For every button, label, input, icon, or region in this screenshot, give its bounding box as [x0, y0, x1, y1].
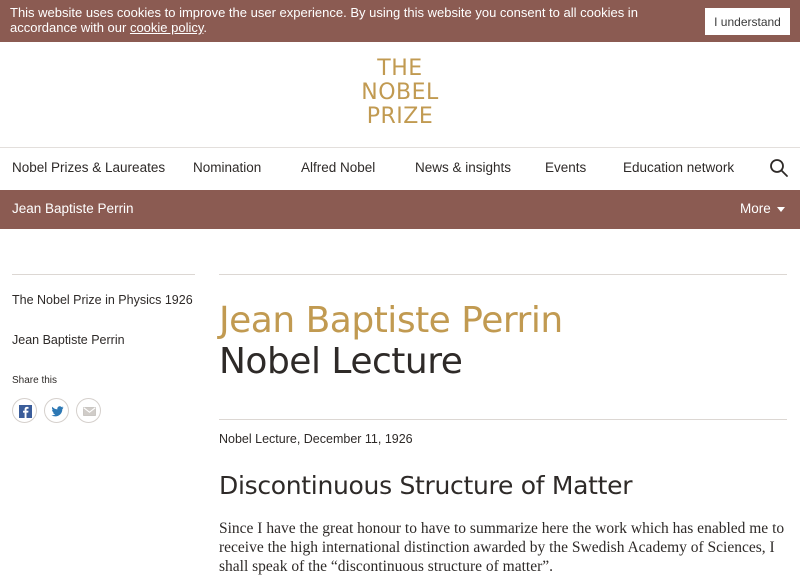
cookie-accept-button[interactable]: I understand [705, 8, 790, 35]
share-label: Share this [12, 375, 58, 386]
laureate-subnav [0, 190, 800, 229]
email-icon [83, 405, 96, 418]
search-icon[interactable] [769, 158, 789, 178]
lecture-date: Nobel Lecture, December 11, 1926 [219, 432, 413, 446]
nav-item-events[interactable]: Events [545, 160, 587, 175]
logo-line-1: THE [377, 56, 423, 81]
cookie-banner [0, 0, 800, 42]
article-body: Since I have the great honour to have to summarize here the work which has enabled me to receive the high international distinction awarded by the Swedish Academy of Sciences, I shall speak of the “discontinuous structure of matter”. [219, 520, 785, 575]
content-divider-mid [219, 419, 787, 420]
share-twitter-button[interactable] [44, 398, 69, 423]
page-title: Nobel Lecture [219, 341, 463, 382]
share-facebook-button[interactable] [12, 398, 37, 423]
sidebar-divider [12, 274, 195, 275]
nav-item-alfred-nobel[interactable]: Alfred Nobel [301, 160, 376, 175]
article-title: Discontinuous Structure of Matter [219, 471, 633, 500]
cookie-text: This website uses cookies to improve the user experience. By using this website you consent to all cookies in accordance with our [10, 5, 638, 35]
nav-item-news-insights[interactable]: News & insights [415, 160, 512, 175]
chevron-down-icon [777, 207, 785, 212]
cookie-message [10, 5, 690, 35]
main-nav [0, 147, 800, 190]
nav-item-nomination[interactable]: Nomination [193, 160, 262, 175]
cookie-suffix: . [203, 20, 208, 35]
nav-item-prizes-laureates[interactable]: Nobel Prizes & Laureates [12, 160, 166, 175]
laureate-name-heading: Jean Baptiste Perrin [219, 300, 563, 341]
content-divider-top [219, 274, 787, 275]
logo-line-2: NOBEL [361, 80, 439, 105]
more-menu-button[interactable]: More [740, 201, 771, 216]
nav-item-education-network[interactable]: Education network [623, 160, 735, 175]
sidebar-link-laureate[interactable]: Jean Baptiste Perrin [12, 333, 125, 347]
cookie-policy-link[interactable]: cookie policy [129, 20, 204, 35]
twitter-icon [51, 405, 64, 418]
facebook-icon [19, 405, 32, 418]
nobel-prize-logo[interactable] [345, 57, 455, 129]
subnav-laureate-link[interactable]: Jean Baptiste Perrin [12, 201, 134, 216]
logo-line-3: PRIZE [366, 104, 434, 129]
sidebar-link-physics-1926[interactable]: The Nobel Prize in Physics 1926 [12, 293, 193, 307]
share-email-button[interactable] [76, 398, 101, 423]
